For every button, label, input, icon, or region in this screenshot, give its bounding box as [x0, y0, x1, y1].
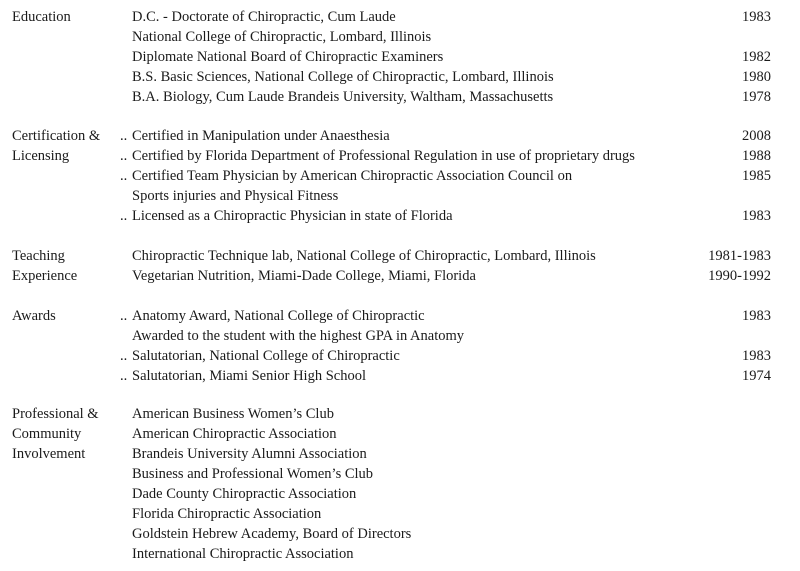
item-text: Certified by Florida Department of Professional Regulation in use of proprietary drugs [132, 148, 635, 164]
section-label-line: Awards [12, 308, 56, 324]
item-year: 1978 [742, 89, 771, 105]
list-item [0, 424, 800, 444]
bullet: .. [120, 168, 128, 184]
item-text: Vegetarian Nutrition, Miami-Dade College, Miami, Florida [132, 268, 476, 284]
list-item [0, 87, 800, 107]
item-text: D.C. - Doctorate of Chiropractic, Cum Laude [132, 9, 396, 25]
section-label-line: Professional & [12, 406, 99, 422]
list-item [0, 404, 800, 424]
item-year: 1988 [742, 148, 771, 164]
item-text: Awarded to the student with the highest GPA in Anatomy [132, 328, 465, 344]
item-text: American Chiropractic Association [132, 426, 337, 442]
bullet: .. [120, 128, 128, 144]
list-item [0, 504, 800, 524]
bullet: .. [120, 208, 128, 224]
list-item [0, 27, 800, 47]
list-item [0, 166, 800, 186]
section-items [0, 404, 800, 564]
section-label-line: Education [12, 9, 71, 25]
list-item [0, 266, 800, 286]
section-label-line: Involvement [12, 446, 86, 462]
item-text: Sports injuries and Physical Fitness [132, 188, 339, 204]
item-year: 1982 [742, 49, 771, 65]
list-item [0, 206, 800, 226]
list-item [0, 7, 800, 27]
list-item [0, 186, 800, 206]
item-year: 1983 [742, 348, 771, 364]
item-year: 1974 [742, 368, 771, 384]
list-item [0, 524, 800, 544]
item-text: International Chiropractic Association [132, 546, 354, 562]
list-item [0, 47, 800, 67]
item-text: Chiropractic Technique lab, National College of Chiropractic, Lombard, Illinois [132, 248, 596, 264]
item-year: 1990-1992 [708, 268, 771, 284]
list-item [0, 146, 800, 166]
item-text: Goldstein Hebrew Academy, Board of Directors [132, 526, 412, 542]
bullet: .. [120, 368, 128, 384]
section-items [0, 7, 800, 107]
bullet: .. [120, 348, 128, 364]
item-text: Salutatorian, National College of Chiropractic [132, 348, 400, 364]
list-item [0, 544, 800, 564]
item-text: Salutatorian, Miami Senior High School [132, 368, 366, 384]
section-label-line: Certification & [12, 128, 101, 144]
item-text: B.S. Basic Sciences, National College of Chiropractic, Lombard, Illinois [132, 69, 554, 85]
section-items [0, 246, 800, 286]
bullet: .. [120, 148, 128, 164]
list-item [0, 444, 800, 464]
list-item [0, 346, 800, 366]
item-text: Certified in Manipulation under Anaesthesia [132, 128, 390, 144]
item-year: 1983 [742, 9, 771, 25]
item-text: Florida Chiropractic Association [132, 506, 322, 522]
item-year: 1983 [742, 208, 771, 224]
item-text: Business and Professional Women’s Club [132, 466, 374, 482]
item-text: Diplomate National Board of Chiropractic Examiners [132, 49, 444, 65]
item-text: Certified Team Physician by American Chiropractic Association Council on [132, 168, 573, 184]
section-items [0, 126, 800, 226]
item-year: 2008 [742, 128, 771, 144]
list-item [0, 326, 800, 346]
item-text: Brandeis University Alumni Association [132, 446, 367, 462]
item-year: 1985 [742, 168, 771, 184]
item-year: 1983 [742, 308, 771, 324]
list-item [0, 67, 800, 87]
list-item [0, 366, 800, 386]
section-label-line: Experience [12, 268, 78, 284]
section-label-line: Teaching [12, 248, 65, 264]
item-text: American Business Women’s Club [132, 406, 334, 422]
item-text: Anatomy Award, National College of Chiropractic [132, 308, 425, 324]
item-text: Dade County Chiropractic Association [132, 486, 357, 502]
list-item [0, 126, 800, 146]
item-year: 1981-1983 [708, 248, 771, 264]
list-item [0, 484, 800, 504]
section-items [0, 306, 800, 386]
list-item [0, 464, 800, 484]
item-year: 1980 [742, 69, 771, 85]
item-text: National College of Chiropractic, Lombard, Illinois [132, 29, 432, 45]
section-label-line: Licensing [12, 148, 70, 164]
item-text: Licensed as a Chiropractic Physician in state of Florida [132, 208, 453, 224]
item-text: B.A. Biology, Cum Laude Brandeis University, Waltham, Massachusetts [132, 89, 554, 105]
section-label-line: Community [12, 426, 82, 442]
bullet: .. [120, 308, 128, 324]
list-item [0, 246, 800, 266]
list-item [0, 306, 800, 326]
